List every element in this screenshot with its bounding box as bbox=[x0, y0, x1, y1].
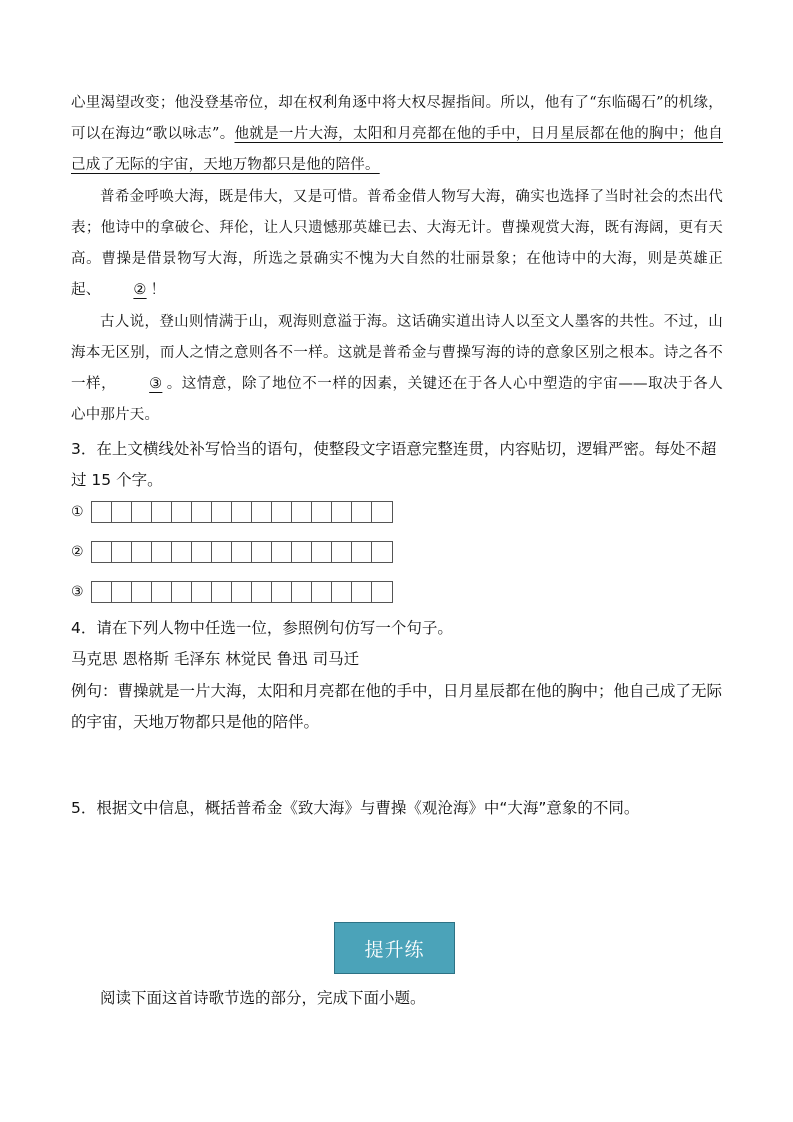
answer-row-2[interactable] bbox=[71, 541, 393, 563]
answer-row-1[interactable] bbox=[71, 501, 393, 523]
passage-paragraph-1 bbox=[71, 88, 723, 181]
row-number: ③ bbox=[71, 584, 84, 600]
row-number: ② bbox=[71, 544, 84, 560]
underlined-example-sentence: 他就是一片大海，太阳和月亮都在他的手中，日月星辰都在他的胸中；他自己成了无际的宇宙，天地万物都只是他的陪伴。 bbox=[71, 126, 723, 173]
character-boxes[interactable] bbox=[91, 581, 393, 603]
passage-paragraph-3 bbox=[71, 307, 723, 431]
example-sentence: 例句：曹操就是一片大海，太阳和月亮都在他的手中，日月星辰都在他的胸中；他自己成了无际的宇宙，天地万物都只是他的陪伴。 bbox=[71, 682, 723, 731]
row-number: ① bbox=[71, 504, 84, 520]
passage-text: 心里渴望改变；他没登基帝位，却在权利角逐中将大权尽握指间。所以，他有了“东临碣石”的机缘，可以在海边“歌以咏志”。 bbox=[71, 95, 723, 142]
section-intro: 阅读下面这首诗歌节选的部分，完成下面小题。 bbox=[100, 989, 426, 1007]
passage-text: 古人说，登山则情满于山，观海则意溢于海。这话确实道出诗人以至文人墨客的共性。不过，山海本无区别，而人之情之意则各不一样。这就是普希金与曹操写海的诗的意象区别之根本。诗之各不一样， bbox=[71, 314, 723, 392]
passage-text: 普希金呼唤大海，既是伟大，又是可惜。普希金借人物写大海，确实也选择了当时社会的杰出代表；他诗中的拿破仑、拜伦，让人只遗憾那英雄已去、大海无计。曹操观赏大海，既有海阔，更有天高。曹操是借景物写大海，所选之景确实不愧为大自然的壮丽景象；在他诗中的大海，则是英雄正起、 bbox=[71, 189, 723, 298]
passage-text: 。这情意，除了地位不一样的因素，关键还在于各人心中塑造的宇宙——取决于各人心中那片天。 bbox=[71, 376, 723, 423]
section-badge: 提升练 bbox=[334, 922, 455, 974]
blank-3[interactable]: ③ bbox=[149, 376, 163, 392]
passage-text: ！ bbox=[150, 282, 166, 298]
question-5: 5．根据文中信息，概括普希金《致大海》与曹操《观沧海》中“大海”意象的不同。 bbox=[71, 799, 640, 817]
person-list: 马克思 恩格斯 毛泽东 林觉民 鲁迅 司马迁 bbox=[71, 650, 360, 668]
passage-paragraph-2 bbox=[71, 182, 723, 306]
character-boxes[interactable] bbox=[91, 541, 393, 563]
answer-row-3[interactable] bbox=[71, 581, 393, 603]
question-4: 4．请在下列人物中任选一位，参照例句仿写一个句子。 bbox=[71, 619, 453, 637]
question-3: 3．在上文横线处补写恰当的语句，使整段文字语意完整连贯，内容贴切，逻辑严密。每处不超过 15 个字。 bbox=[71, 440, 717, 489]
character-boxes[interactable] bbox=[91, 501, 393, 523]
blank-2[interactable]: ② bbox=[133, 282, 147, 298]
